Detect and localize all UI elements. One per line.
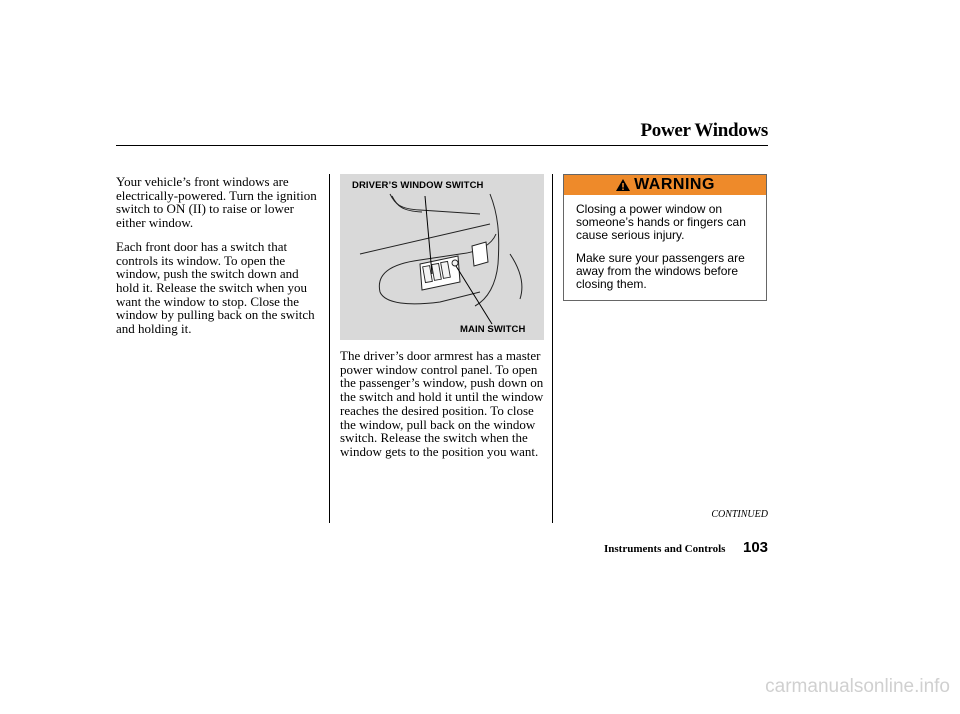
warning-paragraph: Make sure your passengers are away from the windows before closing them. <box>576 251 745 291</box>
column-divider-right <box>552 174 553 523</box>
continued-note: CONTINUED <box>711 509 768 520</box>
warning-box <box>563 174 767 301</box>
driver-window-switch-label: DRIVER’S WINDOW SWITCH <box>352 180 484 191</box>
armrest-drawing <box>340 174 544 340</box>
header-rule <box>116 145 768 146</box>
main-switch-label: MAIN SWITCH <box>460 324 526 335</box>
warning-header <box>564 175 766 195</box>
paragraph: Your vehicle’s front windows are electrically-powered. Turn the ignition switch to ON (II) to raise or lower either window. <box>116 174 317 231</box>
window-switch-illustration <box>340 174 544 340</box>
page-number: 103 <box>743 539 769 556</box>
page-title: Power Windows <box>640 120 768 141</box>
warning-paragraph: Closing a power window on someone’s hands or fingers can cause serious injury. <box>576 202 746 242</box>
warning-body <box>564 195 766 291</box>
master-panel-text-column <box>340 349 545 469</box>
footer-section-title: Instruments and Controls <box>604 543 726 555</box>
column-divider-left <box>329 174 330 523</box>
intro-text-column <box>116 175 321 346</box>
paragraph: The driver’s door armrest has a master power window control panel. To open the passenger’s window, push down on the switch and hold it until the window reaches the desired position. To close the window, pull back on the window switch. Release the switch when the window gets to the position you want. <box>340 348 544 459</box>
warning-heading: WARNING <box>634 176 715 193</box>
paragraph: Each front door has a switch that controls its window. To open the window, push the switch down and hold it. Release the switch when you want the window to stop. Close the window by pulling back on the switch and holding it. <box>116 238 315 337</box>
watermark: carmanualsonline.info <box>765 676 950 697</box>
warning-triangle-icon <box>615 178 631 192</box>
